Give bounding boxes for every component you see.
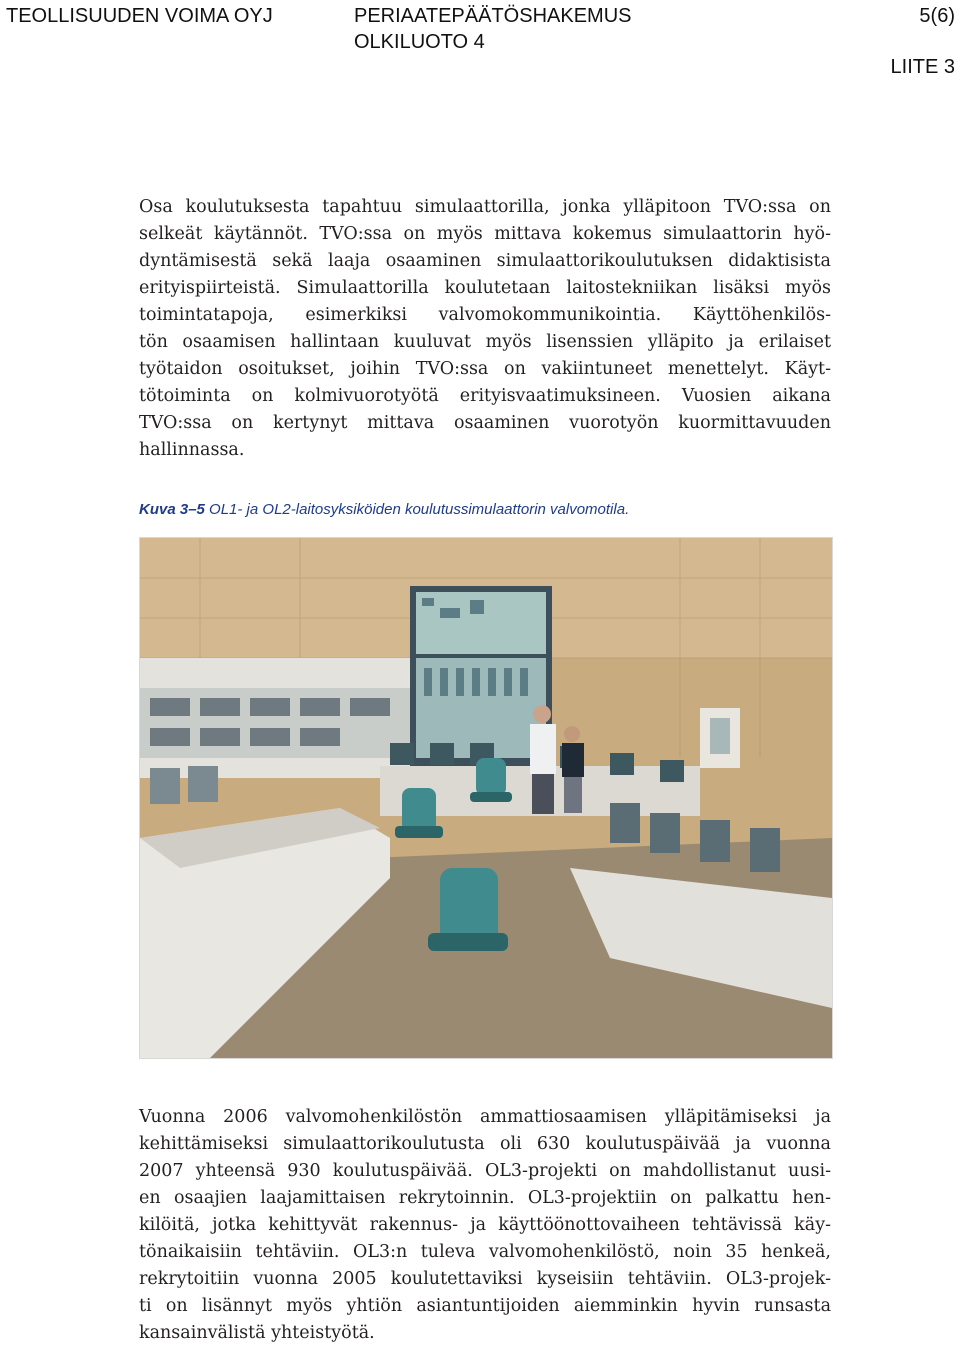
text-line: dyntämisestä sekä laaja osaaminen simulaattorikoulutuksen didaktisista [139,251,831,271]
figure-caption-text: OL1- ja OL2-laitosyksiköiden koulutussimulaattorin valvomotila. [204,501,630,518]
text-line: erityispiirteistä. Simulaattorilla koulutetaan laitostekniikan lisäksi myös [139,278,831,298]
figure-caption [139,501,629,518]
header-company: TEOLLISUUDEN VOIMA OYJ [6,5,273,27]
text-line: Osa koulutuksesta tapahtuu simulaattorilla, jonka ylläpitoon TVO:ssa on [139,197,831,217]
text-line: rekrytoitiin vuonna 2005 koulutettaviksi kyseisiin tehtäviin. OL3-projek- [139,1269,831,1289]
text-line: tönaikaisiin tehtäviin. OL3:n tuleva valvomohenkilöstö, noin 35 henkeä, [139,1242,831,1262]
text-line: työtaidon osoitukset, joihin TVO:ssa on vakiintuneet menettelyt. Käyt- [139,359,831,379]
paragraph-recruitment [139,1104,831,1347]
text-line: kansainvälistä yhteistyötä. [139,1323,375,1343]
figure-label: Kuva 3–5 [139,501,205,518]
header-appendix: LIITE 3 [890,56,955,78]
text-line: Vuonna 2006 valvomohenkilöstön ammattiosaamisen ylläpitämiseksi ja [139,1107,831,1127]
header-page-number: 5(6) [919,5,955,27]
text-line: tön osaamisen hallintaan kuuluvat myös lisenssien ylläpito ja erilaiset [139,332,831,352]
text-line: en osaajien laajamittaisen rekrytoinnin. OL3-projektiin on palkattu hen- [139,1188,831,1208]
text-line: tötoiminta on kolmivuorotyötä erityisvaatimuksineen. Vuosien aikana [139,386,831,406]
control-room-photo [139,537,833,1059]
text-line: TVO:ssa on kertynyt mittava osaaminen vuorotyön kuormittavuuden [139,413,831,433]
text-line: ti on lisännyt myös yhtiön asiantuntijoiden aiemminkin hyvin runsasta [139,1296,831,1316]
header-title-line2: OLKILUOTO 4 [354,31,485,53]
paragraph-simulator-training [139,194,831,464]
header-title-line1: PERIAATEPÄÄTÖSHAKEMUS [354,5,632,27]
text-line: kehittämiseksi simulaattorikoulutusta oli 630 koulutuspäivää ja vuonna [139,1134,831,1154]
text-line: kilöitä, jotka kehittyvät rakennus- ja käyttöönottovaiheen tehtävissä käy- [139,1215,831,1235]
text-line: 2007 yhteensä 930 koulutuspäivää. OL3-projekti on mahdollistanut uusi- [139,1161,831,1181]
text-line: toimintatapoja, esimerkiksi valvomokommunikointia. Käyttöhenkilös- [139,305,831,325]
text-line: hallinnassa. [139,440,245,460]
text-line: selkeät käytännöt. TVO:ssa on myös mittava kokemus simulaattorin hyö- [139,224,831,244]
